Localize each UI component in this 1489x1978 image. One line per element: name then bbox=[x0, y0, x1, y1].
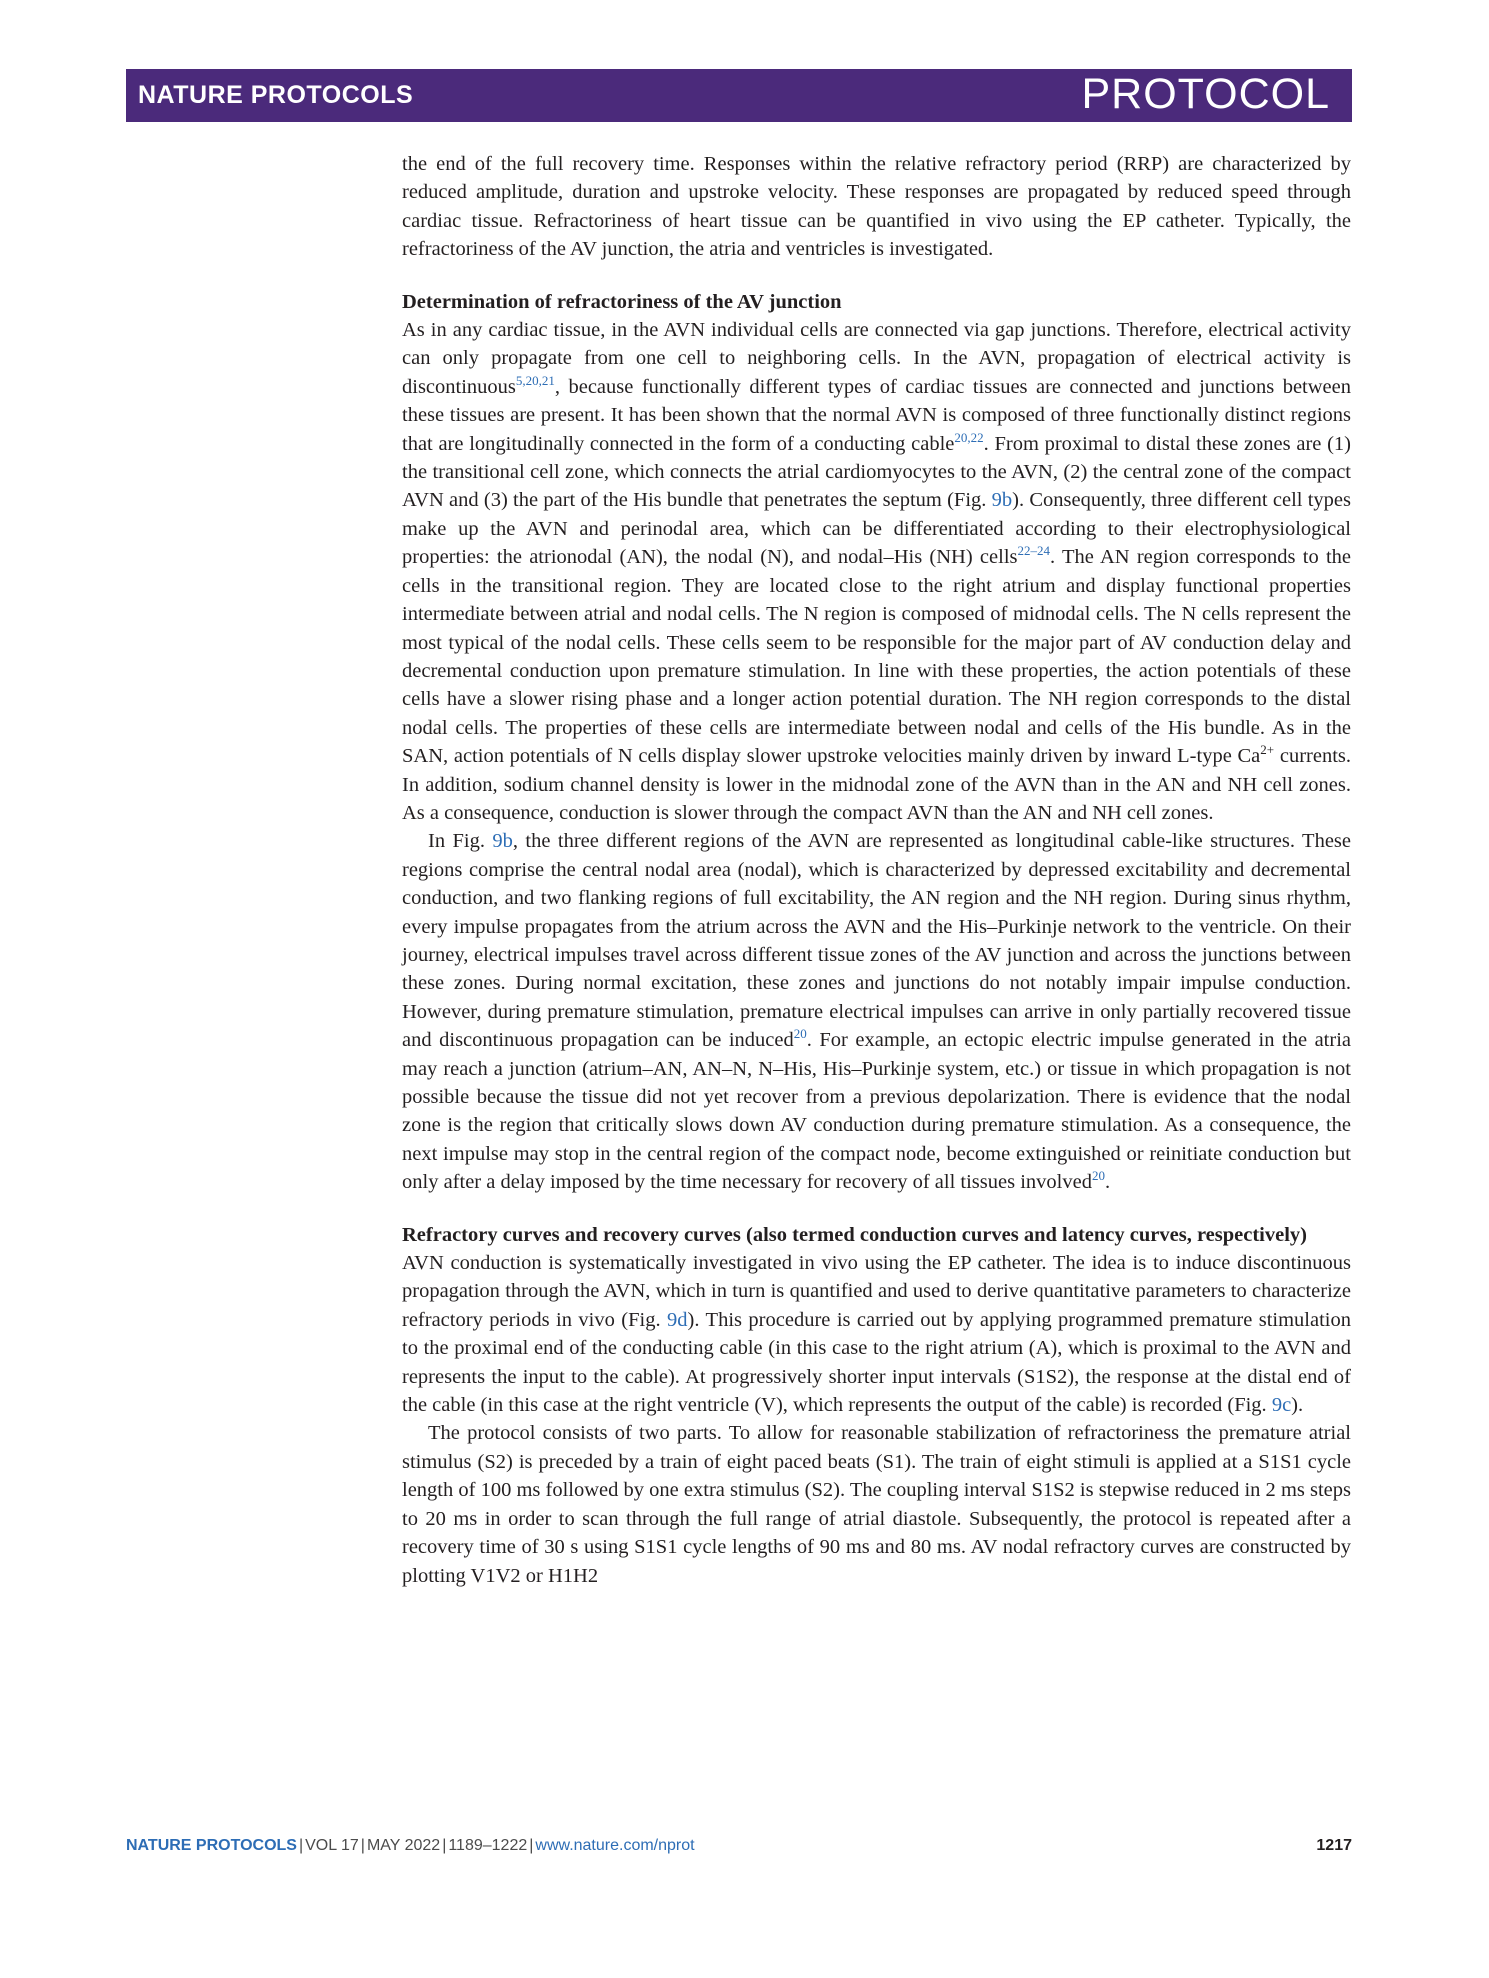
citation-ref[interactable]: 20,22 bbox=[954, 429, 984, 445]
paragraph-av-1: As in any cardiac tissue, in the AVN individual cells are connected via gap junctions. Therefore, electrical activity can only propagate from one cell to neighboring cells. In the AVN, propagation of electrical activity is discontinuous$^{5,20,21}$, because functionally different types of cardiac tissues are connected and junctions between these tissues are present. It has been shown that the normal AVN is composed of three functionally distinct regions that are longitudinally connected in the form of a conducting cable$^{20,22}$. From proximal to distal these zones are (1) the transitional cell zone, which connects the atrial cardiomyocytes to the AVN, (2) the central zone of the compact AVN and (3) the part of the His bundle that penetrates the septum (Fig. 9b). Consequently, three different cell types make up the AVN and perinodal area, which can be differentiated according to their electrophysiological properties: the atrionodal (AN), the nodal (N), and nodal–His (NH) cells$^{22-24}$. The AN region corresponds to the cells in the transitional region. They are located close to the right atrium and display functional properties intermediate between atrial and nodal cells. The N region is composed of midnodal cells. The N cells represent the most typical of the nodal cells. These cells seem to be responsible for the major part of AV conduction delay and decremental conduction upon premature stimulation. In line with these properties, the action potentials of these cells have a slower rising phase and a longer action potential duration. The NH region corresponds to the distal nodal cells. The properties of these cells are intermediate between nodal and cells of the His bundle. As in the SAN, action potentials of N cells display slower upstroke velocities mainly driven by inward L-type $Ca^{2+}$ currents. In addition, sodium channel density is lower in the midnodal zone of the AVN than in the AN and NH cell zones. As a consequence, conduction is slower through the compact AVN than the AN and NH cell zones. bbox=[402, 319, 1352, 824]
footer-url-link[interactable]: www.nature.com/nprot bbox=[535, 1837, 695, 1854]
citation-ref[interactable]: 20 bbox=[793, 1026, 807, 1042]
footer-journal: NATURE PROTOCOLS bbox=[126, 1837, 297, 1854]
paragraph-curves-2: The protocol consists of two parts. To allow for reasonable stabilization of refractoriness the premature atrial stimulus (S2) is preceded by a train of eight paced beats (S1). The train of eight stimuli is applied at a S1S1 cycle length of 100 ms followed by one extra stimulus (S2). The coupling interval S1S2 is stepwise reduced in 2 ms steps to 20 ms in order to scan through the full range of atrial diastole. Subsequently, the protocol is repeated after a recovery time of 30 s using S1S1 cycle lengths of 90 ms and 80 ms. AV nodal refractory curves are constructed by plotting V1V2 or H1H2 bbox=[402, 1422, 1351, 1587]
page-number: 1217 bbox=[1316, 1837, 1352, 1854]
footer-volume: VOL 17 bbox=[305, 1837, 359, 1854]
article-body bbox=[402, 150, 1351, 1590]
paragraph-curves-1: AVN conduction is systematically investigated in vivo using the EP catheter. The idea is to induce discontinuous propagation through the AVN, which in turn is quantified and used to derive quantitative parameters to characterize refractory periods in vivo (Fig. 9d). This procedure is carried out by applying programmed premature stimulation to the proximal end of the conducting cable (in this case to the right atrium (A), which is proximal to the AVN and represents the input to the cable). At progressively shorter input intervals (S1S2), the response at the distal end of the cable (in this case at the right ventricle (V), which represents the output of the cable) is recorded (Fig. 9c). bbox=[402, 1252, 1351, 1417]
journal-header-bar bbox=[126, 69, 1352, 122]
article-type-label: PROTOCOL bbox=[1081, 70, 1330, 118]
figure-link[interactable]: 9c bbox=[1271, 1394, 1292, 1417]
paragraph-av-2: In Fig. 9b, the three different regions of the AVN are represented as longitudinal cable-like structures. These regions comprise the central nodal area (nodal), which is characterized by depressed excitability and decremental conduction, and two flanking regions of full excitability, the AN region and the NH region. During sinus rhythm, every impulse propagates from the atrium across the AVN and the His–Purkinje network to the ventricle. On their journey, electrical impulses travel across different tissue zones of the AV junction and across the junctions between these zones. During normal excitation, these zones and junctions do not notably impair impulse conduction. However, during premature stimulation, premature electrical impulses can arrive in only partially recovered tissue and discontinuous propagation can be induced$^{20}$. For example, an ectopic electric impulse generated in the atria may reach a junction (atrium–AN, AN–N, N–His, His–Purkinje system, etc.) or tissue in which propagation is not possible because the tissue did not yet recover from a previous depolarization. There is evidence that the nodal zone is the region that critically slows down AV conduction during premature stimulation. As a consequence, the next impulse may stop in the central region of the compact node, become extinguished or reinitiate conduction but only after a delay imposed by the time necessary for recovery of all tissues involved$^{20}$. bbox=[402, 830, 1351, 1194]
heading-refractory-curves: Refractory curves and recovery curves (also termed conduction curves and latency curves, respectively) bbox=[402, 1223, 1308, 1246]
citation-ref[interactable]: 22–24 bbox=[1017, 543, 1051, 559]
footer-pages: 1189–1222 bbox=[448, 1837, 528, 1854]
citation-ref[interactable]: 5,20,21 bbox=[515, 373, 555, 389]
superscript-charge: 2+ bbox=[1260, 742, 1275, 758]
figure-link[interactable]: 9b bbox=[991, 489, 1013, 512]
journal-name: NATURE PROTOCOLS bbox=[138, 81, 414, 109]
figure-link[interactable]: 9b bbox=[492, 830, 513, 853]
figure-link[interactable]: 9d bbox=[667, 1308, 688, 1331]
heading-av-refractoriness: Determination of refractoriness of the AV junction bbox=[402, 290, 842, 313]
citation-ref[interactable]: 20 bbox=[1091, 1168, 1105, 1184]
footer-date: MAY 2022 bbox=[366, 1837, 441, 1854]
page-footer: NATURE PROTOCOLS | VOL 17 | MAY 2022 | 1189–1222 | www.nature.com/nprot 1217 bbox=[126, 1837, 1352, 1854]
paragraph-intro: the end of the full recovery time. Responses within the relative refractory period (RRP) are characterized by reduced amplitude, duration and upstroke velocity. These responses are propagated by reduced speed through cardiac tissue. Refractoriness of heart tissue can be quantified in vivo using the EP catheter. Typically, the refractoriness of the AV junction, the atria and ventricles is investigated. bbox=[402, 153, 1351, 261]
